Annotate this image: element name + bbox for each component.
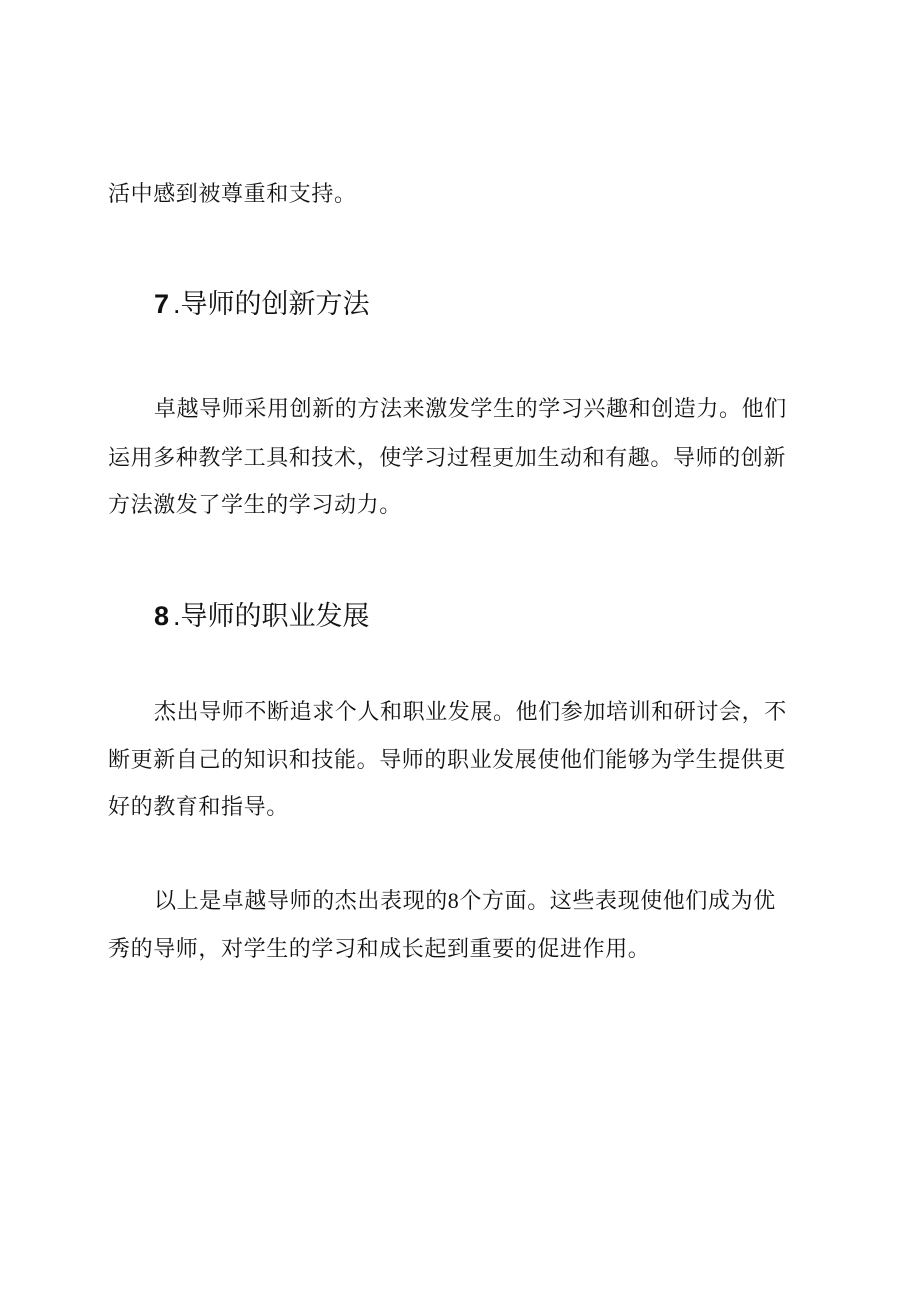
section-7-paragraph-line-1: 卓越导师采用创新的方法来激发学生的学习兴趣和创造力。他们 xyxy=(154,396,787,421)
section-8-heading xyxy=(154,599,370,633)
section-8-title: .导师的职业发展 xyxy=(173,601,370,631)
section-8-paragraph-line-2: 断更新自己的知识和技能。导师的职业发展使他们能够为学生提供更 xyxy=(108,747,787,772)
section-8-paragraph-line-3: 好的教育和指导。 xyxy=(108,794,289,819)
section-7-title: .导师的创新方法 xyxy=(173,289,370,319)
section-7-paragraph-line-2: 运用多种教学工具和技术，使学习过程更加生动和有趣。导师的创新 xyxy=(108,445,787,470)
section-7-number: 7 xyxy=(154,289,170,319)
section-7-heading xyxy=(154,287,370,321)
section-7-paragraph-line-3: 方法激发了学生的学习动力。 xyxy=(108,492,402,517)
conclusion-paragraph-line-1: 以上是卓越导师的杰出表现的8个方面。这些表现使他们成为优 xyxy=(154,888,776,913)
continuation-line-1: 活中感到被尊重和支持。 xyxy=(108,181,357,206)
conclusion-paragraph-line-2: 秀的导师，对学生的学习和成长起到重要的促进作用。 xyxy=(108,936,651,961)
section-8-number: 8 xyxy=(154,601,170,631)
section-8-paragraph-line-1: 杰出导师不断追求个人和职业发展。他们参加培训和研讨会，不 xyxy=(154,699,787,724)
